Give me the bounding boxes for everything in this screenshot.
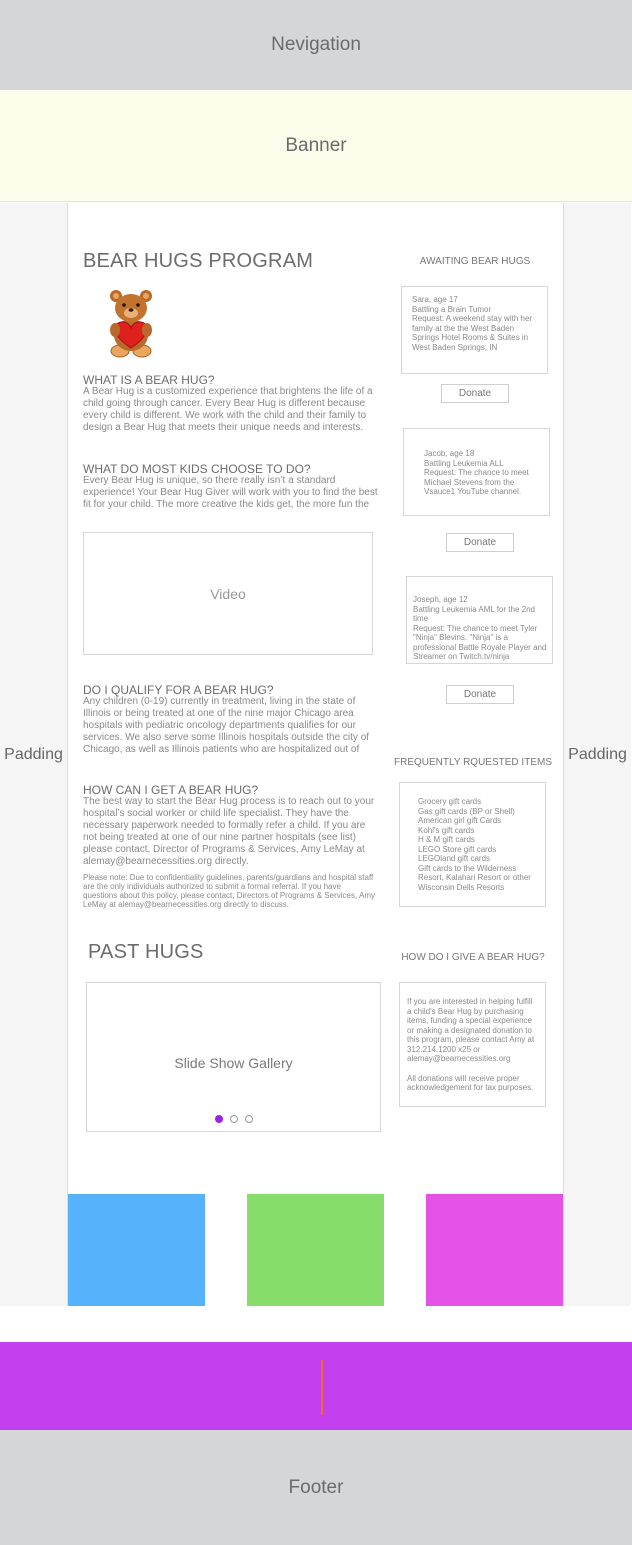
promo-tile-magenta[interactable] — [426, 1194, 563, 1306]
footer — [0, 1430, 632, 1545]
child-card-joseph — [406, 576, 553, 664]
padding-right — [563, 203, 631, 1306]
video-player[interactable] — [83, 532, 373, 655]
choose-heading: WHAT DO MOST KIDS CHOOSE TO DO? — [83, 462, 311, 476]
slide-show-gallery[interactable] — [86, 982, 381, 1132]
donate-button-jacob[interactable]: Donate — [446, 533, 514, 552]
promo-tile-green[interactable] — [247, 1194, 384, 1306]
what-heading: WHAT IS A BEAR HUG? — [83, 373, 215, 387]
slide-show-label: Slide Show Gallery — [174, 1055, 293, 1071]
child-name: Sara, age 17 — [412, 295, 458, 304]
give-body: If you are interested in helping fulfill a child's Bear Hug by purchasing items, funding a special experience or making a designated donation to this program, please contact Amy at 312.214.1200 x25 or alemay@bearnecessities.org — [407, 997, 535, 1063]
promo-tile-blue[interactable] — [68, 1194, 205, 1306]
what-body: A Bear Hug is a customized experience that brightens the life of a child going through cancer. Every Bear Hug is different because every child is different. We work with the child and their family to design a Bear Hug that meets their unique needs and interests. — [83, 386, 373, 433]
how-get-body: The best way to start the Bear Hug process is to reach out to your hospital’s social worker or child life specialist. They have the necessary paperwork needed to formally refer a child. If you are not being treated at one of our nine partner hospitals (see list) please contact, Director of Programs & Services, Amy LeMay at alemay@bearnecessities.org directly. — [83, 796, 375, 867]
footer-label: Footer — [288, 1476, 344, 1498]
requested-items-card — [399, 782, 546, 907]
child-diagnosis: Battling a Brain Tumor — [412, 304, 492, 314]
list-item: LEGO Store gift cards — [418, 844, 497, 854]
child-name: Joseph, age 12 — [413, 595, 468, 604]
padding-left-label: Padding — [4, 745, 63, 763]
navigation-label: Nevigation — [271, 34, 361, 55]
child-card-sara — [401, 286, 548, 374]
child-card-jacob — [403, 428, 550, 516]
list-item: Kohl's gift cards — [418, 825, 475, 835]
choose-body: Every Bear Hug is unique, so there really isn’t a standard experience! Your Bear Hug Giver will work with you to find the best fit for your child. The more creative the kids get, the more fun the — [83, 475, 378, 510]
give-note: All donations will receive proper acknowledgement for tax purposes. — [407, 1073, 534, 1092]
past-hugs-title: PAST HUGS — [88, 941, 204, 963]
child-request: Request: A weekend stay with her family at the the West Baden Springs Hotel Rooms & Suites in West Baden Springs, IN — [412, 314, 533, 352]
purple-band — [0, 1342, 632, 1430]
how-get-heading: HOW CAN I GET A BEAR HUG? — [83, 783, 259, 797]
slide-dot-1[interactable] — [215, 1115, 223, 1123]
requested-heading: FREQUENTLY RQUESTED ITEMS — [394, 757, 552, 768]
list-item: Grocery gift cards — [418, 797, 482, 806]
slide-dots — [87, 1115, 380, 1123]
banner-label: Banner — [285, 134, 347, 156]
accent-bar — [321, 1360, 323, 1415]
slide-dot-3[interactable] — [245, 1115, 253, 1123]
video-label: Video — [210, 585, 246, 602]
awaiting-heading: AWAITING BEAR HUGS — [419, 256, 531, 267]
banner — [0, 90, 632, 202]
list-item: Gift cards to the Wilderness Resort, Kalahari Resort or other Wisconsin Dells Resorts — [418, 863, 531, 892]
list-item: American girl gift Cards — [418, 816, 502, 825]
list-item: Gas gift cards (BP or Shell) — [418, 806, 515, 816]
qualify-body: Any children (0-19) currently in treatment, living in the state of Illinois or being treated at one of the nine major Chicago area hospitals with pediatric oncology departments qualifies for our services. We also serve some Illinois hospitals outside the city of Chicago, as well as Illinois patients who are hospitalized out of — [83, 696, 370, 755]
donate-button-joseph[interactable]: Donate — [446, 685, 514, 704]
give-heading: HOW DO I GIVE A BEAR HUG? — [401, 952, 545, 963]
teddy-bear-heart-icon — [103, 288, 159, 358]
how-get-note: Please note: Due to confidentiality guidelines, parents/guardians and hospital staff are the only individuals authorized to submit a formal referral. If you have questions about this policy, please contact, Directors of Programs & Services, Amy LeMay at alemay@bearnecessities.org directly to discuss. — [83, 873, 375, 909]
qualify-heading: DO I QUALIFY FOR A BEAR HUG? — [83, 683, 274, 697]
slide-dot-2[interactable] — [230, 1115, 238, 1123]
give-card — [399, 982, 546, 1107]
requested-items-list — [418, 797, 535, 892]
child-diagnosis: Battling Leukemia ALL — [424, 458, 504, 468]
padding-left — [0, 203, 68, 1306]
child-request: Request: The chance to meet Michael Stevens from the Vsauce1 YouTube channel. — [424, 468, 529, 496]
padding-right-label: Padding — [568, 745, 627, 763]
list-item: LEGOland gift cards — [418, 854, 491, 863]
navigation-bar[interactable] — [0, 0, 632, 90]
page-title: BEAR HUGS PROGRAM — [83, 250, 314, 272]
list-item: H & M gift cards — [418, 835, 475, 844]
donate-button-sara[interactable]: Donate — [441, 384, 509, 403]
child-diagnosis: Battling Leukemia AML for the 2nd time — [413, 604, 535, 623]
child-name: Jacob, age 18 — [424, 449, 475, 458]
child-request: Request: The chance to meet Tyler "Ninja" Blevins. "Ninja" is a professional Battle Royale Player and Streamer on Twitch.tv/ninja — [413, 623, 547, 661]
